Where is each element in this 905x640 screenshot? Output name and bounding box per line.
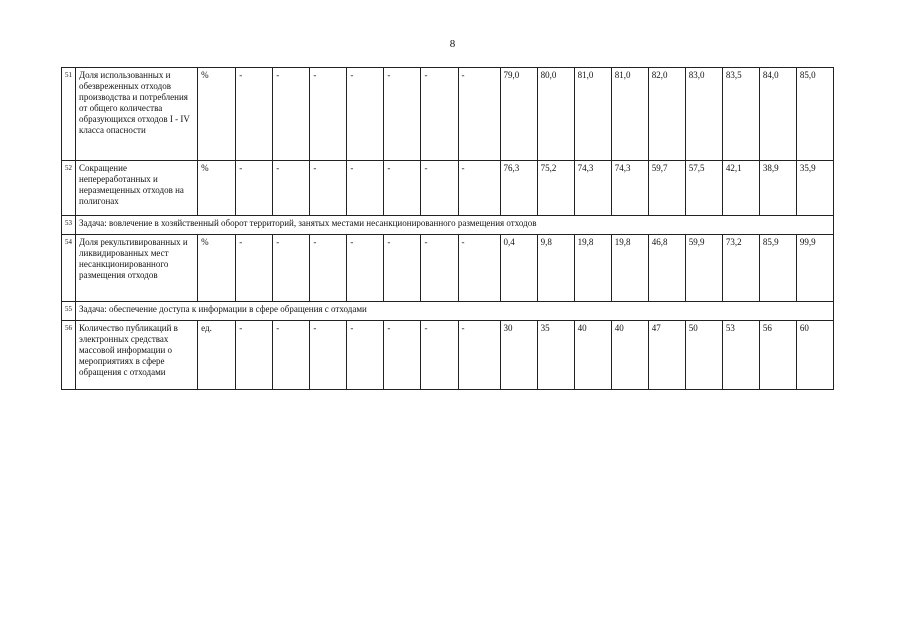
value-cell: 74,3 [574, 161, 611, 216]
value-cell: 46,8 [648, 235, 685, 302]
value-cell: - [421, 161, 458, 216]
value-cell: 59,9 [685, 235, 722, 302]
value-cell: - [236, 235, 273, 302]
value-cell: - [310, 68, 347, 161]
value-cell: 73,2 [722, 235, 759, 302]
value-cell: - [421, 235, 458, 302]
value-cell: 38,9 [759, 161, 796, 216]
indicator-row [62, 68, 834, 161]
unit-cell: % [198, 161, 236, 216]
value-cell: 82,0 [648, 68, 685, 161]
row-number: 53 [62, 216, 76, 235]
value-cell: 60 [796, 321, 833, 390]
indicator-row [62, 235, 834, 302]
value-cell: 59,7 [648, 161, 685, 216]
value-cell: - [384, 235, 421, 302]
value-cell: - [458, 68, 500, 161]
value-cell: 0,4 [500, 235, 537, 302]
value-cell: - [458, 161, 500, 216]
value-cell: 9,8 [537, 235, 574, 302]
task-text: Задача: обеспечение доступа к информации в сфере обращения с отходами [76, 302, 834, 321]
value-cell: - [384, 321, 421, 390]
value-cell: 84,0 [759, 68, 796, 161]
task-row [62, 302, 834, 321]
value-cell: - [421, 68, 458, 161]
row-number: 56 [62, 321, 76, 390]
value-cell: - [236, 321, 273, 390]
task-text: Задача: вовлечение в хозяйственный оборот территорий, занятых местами несанкционированного размещения отходов [76, 216, 834, 235]
unit-cell: ед. [198, 321, 236, 390]
value-cell: 56 [759, 321, 796, 390]
value-cell: - [384, 161, 421, 216]
value-cell: 30 [500, 321, 537, 390]
value-cell: 75,2 [537, 161, 574, 216]
value-cell: 76,3 [500, 161, 537, 216]
value-cell: 81,0 [574, 68, 611, 161]
row-number: 54 [62, 235, 76, 302]
value-cell: 40 [611, 321, 648, 390]
value-cell: - [236, 161, 273, 216]
row-number: 51 [62, 68, 76, 161]
value-cell: 40 [574, 321, 611, 390]
page-number: 8 [449, 38, 456, 50]
value-cell: 19,8 [574, 235, 611, 302]
value-cell: 57,5 [685, 161, 722, 216]
value-cell: - [310, 235, 347, 302]
value-cell: 35 [537, 321, 574, 390]
indicator-row [62, 161, 834, 216]
value-cell: 99,9 [796, 235, 833, 302]
value-cell: 83,5 [722, 68, 759, 161]
value-cell: - [310, 321, 347, 390]
indicator-name: Сокращение непереработанных и неразмещенных отходов на полигонах [76, 161, 198, 216]
row-number: 55 [62, 302, 76, 321]
value-cell: - [310, 161, 347, 216]
value-cell: - [421, 321, 458, 390]
unit-cell: % [198, 235, 236, 302]
unit-cell: % [198, 68, 236, 161]
value-cell: 19,8 [611, 235, 648, 302]
value-cell: - [347, 68, 384, 161]
value-cell: 53 [722, 321, 759, 390]
indicators-table [61, 67, 834, 390]
value-cell: - [347, 161, 384, 216]
indicator-name: Доля использованных и обезвреженных отходов производства и потребления от общего количества образующихся отходов I - IV класса опасности [76, 68, 198, 161]
value-cell: 47 [648, 321, 685, 390]
row-number: 52 [62, 161, 76, 216]
value-cell: - [347, 321, 384, 390]
indicator-name: Доля рекультивированных и ликвидированных мест несанкционированного размещения отходов [76, 235, 198, 302]
task-row [62, 216, 834, 235]
value-cell: - [458, 235, 500, 302]
value-cell: 80,0 [537, 68, 574, 161]
value-cell: - [458, 321, 500, 390]
value-cell: 85,0 [796, 68, 833, 161]
value-cell: 50 [685, 321, 722, 390]
value-cell: - [273, 161, 310, 216]
indicator-row [62, 321, 834, 390]
value-cell: 85,9 [759, 235, 796, 302]
value-cell: - [347, 235, 384, 302]
value-cell: - [236, 68, 273, 161]
value-cell: 35,9 [796, 161, 833, 216]
value-cell: 83,0 [685, 68, 722, 161]
value-cell: - [273, 235, 310, 302]
value-cell: 81,0 [611, 68, 648, 161]
value-cell: - [384, 68, 421, 161]
indicator-name: Количество публикаций в электронных средствах массовой информации о мероприятиях в сфере обращения с отходами [76, 321, 198, 390]
value-cell: 74,3 [611, 161, 648, 216]
value-cell: - [273, 68, 310, 161]
value-cell: 79,0 [500, 68, 537, 161]
value-cell: 42,1 [722, 161, 759, 216]
value-cell: - [273, 321, 310, 390]
